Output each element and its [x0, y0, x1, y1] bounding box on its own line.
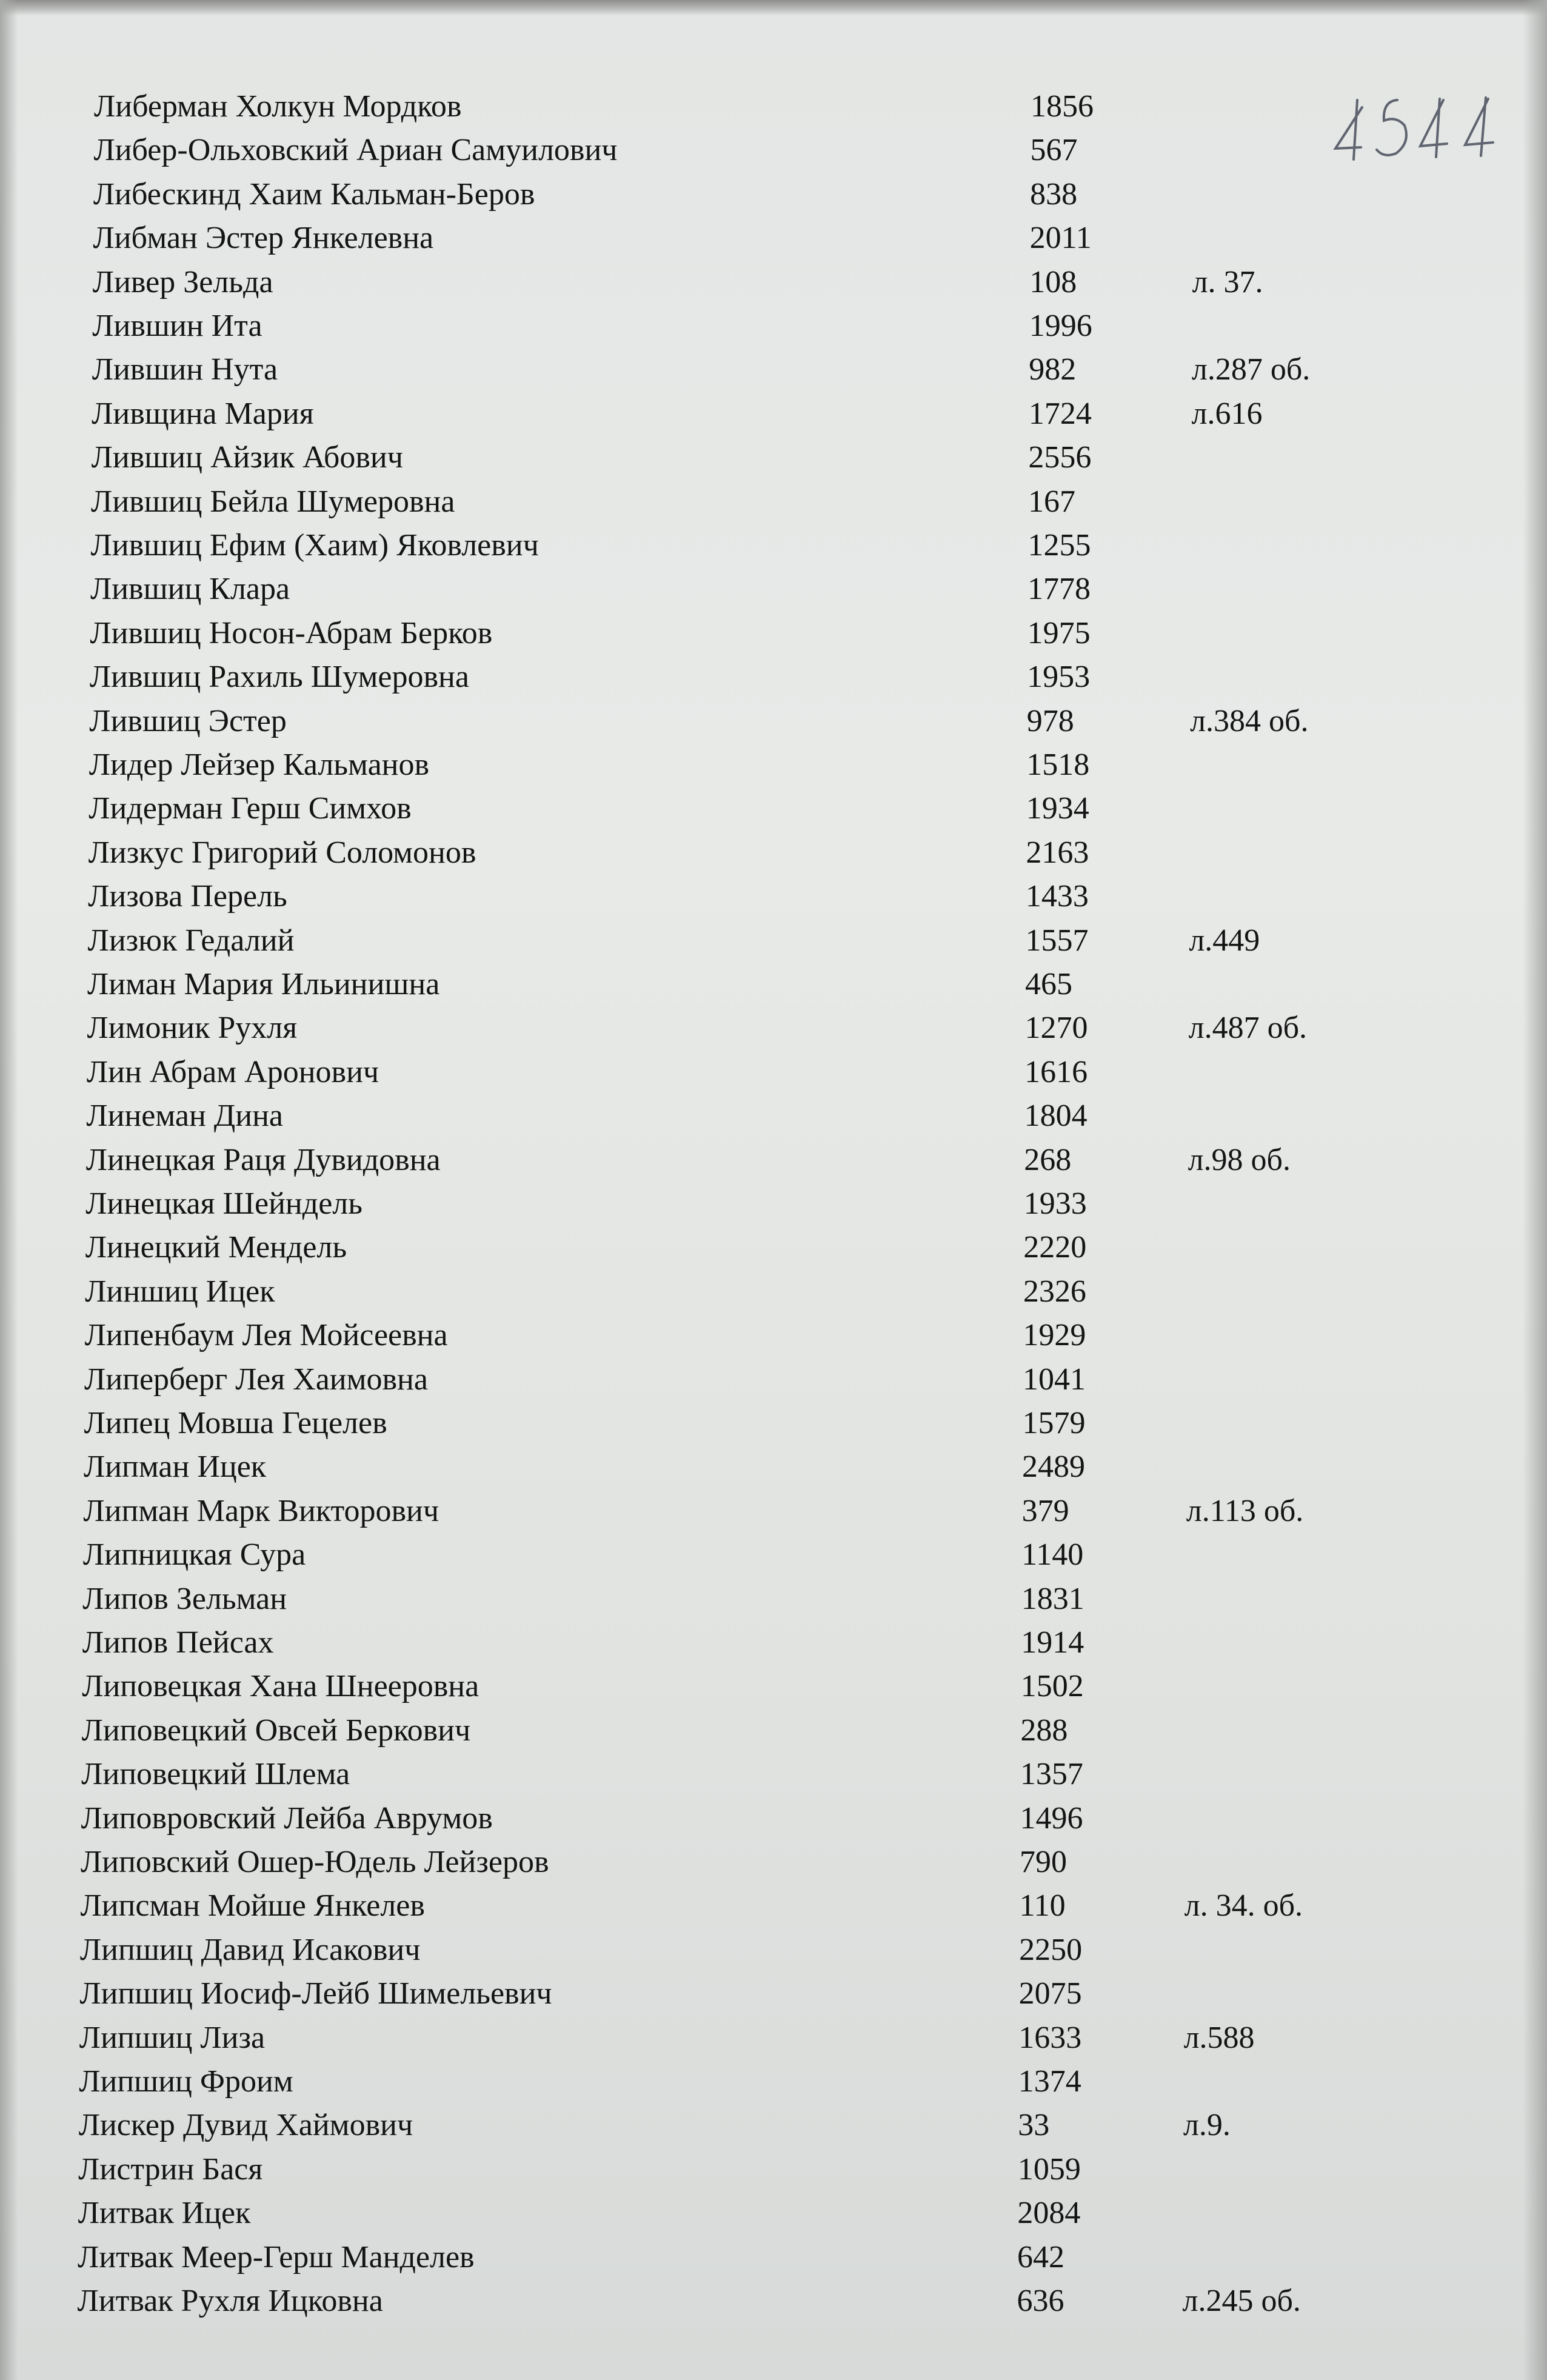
file-number: 465 — [1025, 967, 1072, 1001]
person-name: Липшиц Лиза — [79, 2020, 266, 2055]
person-name: Ливер Зельда — [92, 264, 273, 299]
index-row — [0, 875, 1547, 918]
index-row — [0, 129, 1547, 172]
index-row — [0, 655, 1547, 699]
person-name: Липовецкий Шлема — [81, 1757, 350, 1792]
person-name: Линецкая Раця Дувидовна — [85, 1142, 441, 1177]
index-row — [0, 1972, 1547, 2016]
person-name: Линеман Дина — [86, 1098, 284, 1134]
person-name: Липницкая Сура — [82, 1537, 306, 1573]
file-number: 2220 — [1023, 1230, 1087, 1265]
sheet-reference: л.245 об. — [1182, 2284, 1301, 2318]
file-number: 2075 — [1018, 1976, 1082, 2011]
file-number: 1914 — [1021, 1625, 1084, 1660]
index-row — [0, 1006, 1547, 1050]
sheet-reference: л.616 — [1191, 396, 1263, 431]
sheet-reference: л.113 об. — [1186, 1493, 1304, 1528]
index-row — [0, 919, 1547, 963]
file-number: 2489 — [1022, 1449, 1086, 1485]
index-row — [0, 2060, 1547, 2104]
person-name: Лин Абрам Аронович — [86, 1054, 379, 1089]
file-number: 1140 — [1021, 1537, 1084, 1573]
file-number: 1579 — [1022, 1406, 1086, 1440]
index-row — [0, 1489, 1547, 1533]
index-row — [0, 173, 1547, 216]
file-number: 288 — [1020, 1713, 1068, 1748]
person-name: Липерберг Лея Хаимовна — [84, 1362, 428, 1397]
index-row — [0, 1094, 1547, 1138]
person-name: Линшиц Ицек — [85, 1274, 275, 1309]
person-name: Липовецкая Хана Шнееровна — [82, 1669, 479, 1704]
index-row — [0, 1314, 1547, 1357]
person-name: Либман Эстер Янкелевна — [93, 221, 434, 256]
file-number: 2556 — [1028, 440, 1092, 475]
file-number: 1255 — [1027, 528, 1091, 563]
sheet-reference: л.384 об. — [1190, 703, 1309, 738]
index-row — [0, 1138, 1547, 1182]
file-number: 1856 — [1031, 89, 1094, 124]
index-row — [0, 2191, 1547, 2235]
index-row — [0, 2104, 1547, 2147]
file-number: 1804 — [1024, 1098, 1088, 1134]
person-name: Липов Зельман — [82, 1581, 287, 1616]
index-row — [0, 392, 1547, 436]
index-row — [0, 216, 1547, 260]
index-row — [0, 436, 1547, 480]
file-number: 1502 — [1020, 1669, 1084, 1704]
person-name: Липец Мовша Гецелев — [84, 1406, 387, 1440]
person-name: Лившиц Бейла Шумеровна — [91, 484, 455, 519]
file-number: 790 — [1020, 1845, 1067, 1879]
person-name: Лившиц Ефим (Хаим) Яковлевич — [90, 528, 539, 563]
file-number: 2250 — [1019, 1932, 1083, 1967]
index-row — [0, 743, 1547, 787]
person-name: Лившиц Рахиль Шумеровна — [89, 660, 469, 695]
file-number: 978 — [1026, 703, 1074, 738]
file-number: 838 — [1030, 176, 1078, 212]
person-name: Линецкий Мендель — [85, 1230, 347, 1265]
file-number: 2011 — [1029, 221, 1092, 256]
person-name: Липман Марк Викторович — [83, 1493, 439, 1528]
index-row — [0, 1182, 1547, 1226]
index-row — [0, 524, 1547, 567]
index-row — [0, 1577, 1547, 1621]
person-name: Лиман Мария Ильинишна — [87, 967, 440, 1001]
file-number: 1374 — [1018, 2064, 1081, 2099]
person-name: Липшиц Фроим — [79, 2064, 293, 2099]
person-name: Ливщина Мария — [92, 396, 314, 431]
person-name: Липовецкий Овсей Беркович — [81, 1713, 471, 1748]
file-number: 1724 — [1028, 396, 1092, 431]
person-name: Лившиц Эстер — [89, 703, 287, 738]
file-number: 1929 — [1023, 1318, 1086, 1353]
index-row — [0, 348, 1547, 392]
person-name: Лившин Нута — [92, 352, 278, 387]
file-number: 1270 — [1024, 1011, 1088, 1046]
file-number: 268 — [1024, 1142, 1072, 1177]
index-row — [0, 2016, 1547, 2060]
index-row — [0, 1621, 1547, 1665]
file-number: 108 — [1029, 264, 1077, 299]
person-name: Лившин Ита — [92, 309, 262, 343]
file-number: 1933 — [1023, 1186, 1087, 1221]
person-name: Листрин Бася — [78, 2151, 263, 2187]
person-name: Лившиц Айзик Абович — [91, 440, 403, 475]
file-number: 2326 — [1023, 1274, 1086, 1309]
sheet-reference: л.588 — [1183, 2020, 1255, 2055]
person-name: Литвак Меер-Герш Манделев — [78, 2239, 475, 2275]
person-name: Лидер Лейзер Кальманов — [89, 747, 430, 782]
person-name: Литвак Рухля Ицковна — [77, 2284, 383, 2318]
person-name: Лившиц Клара — [90, 572, 290, 607]
file-number: 1616 — [1024, 1054, 1088, 1089]
index-row — [0, 831, 1547, 875]
file-number: 636 — [1017, 2284, 1064, 2318]
sheet-reference: л.98 об. — [1188, 1142, 1291, 1177]
file-number: 1934 — [1026, 791, 1089, 826]
person-name: Лискер Дувид Хаймович — [78, 2108, 413, 2143]
file-number: 167 — [1027, 484, 1075, 519]
index-row — [0, 1709, 1547, 1753]
index-row — [0, 1665, 1547, 1708]
index-row — [0, 1270, 1547, 1314]
index-row — [0, 1840, 1547, 1884]
file-number: 1953 — [1027, 660, 1091, 695]
person-name: Липсман Мойше Янкелев — [80, 1888, 425, 1924]
file-number: 2084 — [1017, 2196, 1081, 2231]
person-name: Лившиц Носон-Абрам Берков — [90, 615, 493, 650]
index-row — [0, 1928, 1547, 1972]
person-name: Липов Пейсах — [82, 1625, 274, 1660]
sheet-reference: л.287 об. — [1191, 352, 1311, 387]
index-row — [0, 85, 1547, 129]
index-row — [0, 304, 1547, 348]
index-row — [0, 2236, 1547, 2279]
file-number: 1633 — [1018, 2020, 1082, 2055]
person-name: Лизюк Гедалий — [87, 923, 295, 958]
file-number: 33 — [1018, 2108, 1050, 2143]
person-name: Липман Ицек — [83, 1449, 267, 1485]
file-number: 1357 — [1020, 1757, 1083, 1792]
file-number: 1557 — [1025, 923, 1089, 958]
index-row — [0, 787, 1547, 831]
person-name: Либерман Холкун Мордков — [94, 89, 462, 124]
index-row — [0, 1445, 1547, 1489]
index-row — [0, 963, 1547, 1006]
person-name: Лидерман Герш Симхов — [89, 791, 412, 826]
sheet-reference: л. 37. — [1192, 264, 1263, 299]
index-row — [0, 1884, 1547, 1928]
file-number: 1059 — [1017, 2151, 1081, 2187]
sheet-reference: л.487 об. — [1188, 1011, 1308, 1046]
person-name: Липоврoвский Лейба Аврумов — [81, 1800, 493, 1836]
file-number: 642 — [1017, 2239, 1064, 2275]
index-row — [0, 261, 1547, 304]
file-number: 110 — [1019, 1888, 1066, 1924]
sheet-reference: л.9. — [1183, 2108, 1231, 2143]
file-number: 567 — [1030, 133, 1078, 168]
index-row — [0, 700, 1547, 743]
index-row — [0, 1533, 1547, 1577]
person-name: Липшиц Иосиф-Лейб Шимельевич — [79, 1976, 552, 2011]
file-number: 1433 — [1025, 879, 1089, 914]
file-number: 1496 — [1020, 1800, 1083, 1836]
index-row — [0, 480, 1547, 524]
person-name: Лизова Перель — [88, 879, 287, 914]
index-row — [0, 1402, 1547, 1445]
person-name: Лимоник Рухля — [87, 1011, 298, 1046]
person-name: Либер-Ольховский Ариан Самуилович — [93, 133, 618, 168]
index-row — [0, 2148, 1547, 2191]
index-row — [0, 612, 1547, 655]
person-name: Липшиц Давид Исакович — [79, 1932, 421, 1967]
file-number: 1518 — [1026, 747, 1090, 782]
person-name: Липовский Ошер-Юдель Лейзеров — [81, 1845, 549, 1879]
file-number: 1996 — [1029, 309, 1092, 343]
file-number: 1041 — [1022, 1362, 1086, 1397]
file-number: 379 — [1021, 1493, 1069, 1528]
index-row — [0, 1051, 1547, 1094]
index-row — [0, 1226, 1547, 1269]
person-name: Либескинд Хаим Кальман-Беров — [93, 176, 535, 212]
index-row — [0, 1797, 1547, 1840]
person-name: Лизкус Григорий Соломонов — [88, 835, 476, 870]
index-row — [0, 2279, 1547, 2323]
person-name: Липенбаум Лея Мойсеевна — [84, 1318, 448, 1353]
file-number: 1831 — [1021, 1581, 1084, 1616]
person-name: Литвак Ицек — [78, 2196, 251, 2231]
sheet-reference: л.449 — [1189, 923, 1260, 958]
person-name: Линецкая Шейндель — [85, 1186, 363, 1221]
sheet-reference: л. 34. об. — [1184, 1888, 1303, 1924]
file-number: 982 — [1029, 352, 1077, 387]
file-number: 2163 — [1026, 835, 1089, 870]
index-row — [0, 1753, 1547, 1796]
index-row — [0, 567, 1547, 611]
index-row — [0, 1358, 1547, 1402]
file-number: 1778 — [1027, 572, 1091, 607]
file-number: 1975 — [1027, 615, 1091, 650]
